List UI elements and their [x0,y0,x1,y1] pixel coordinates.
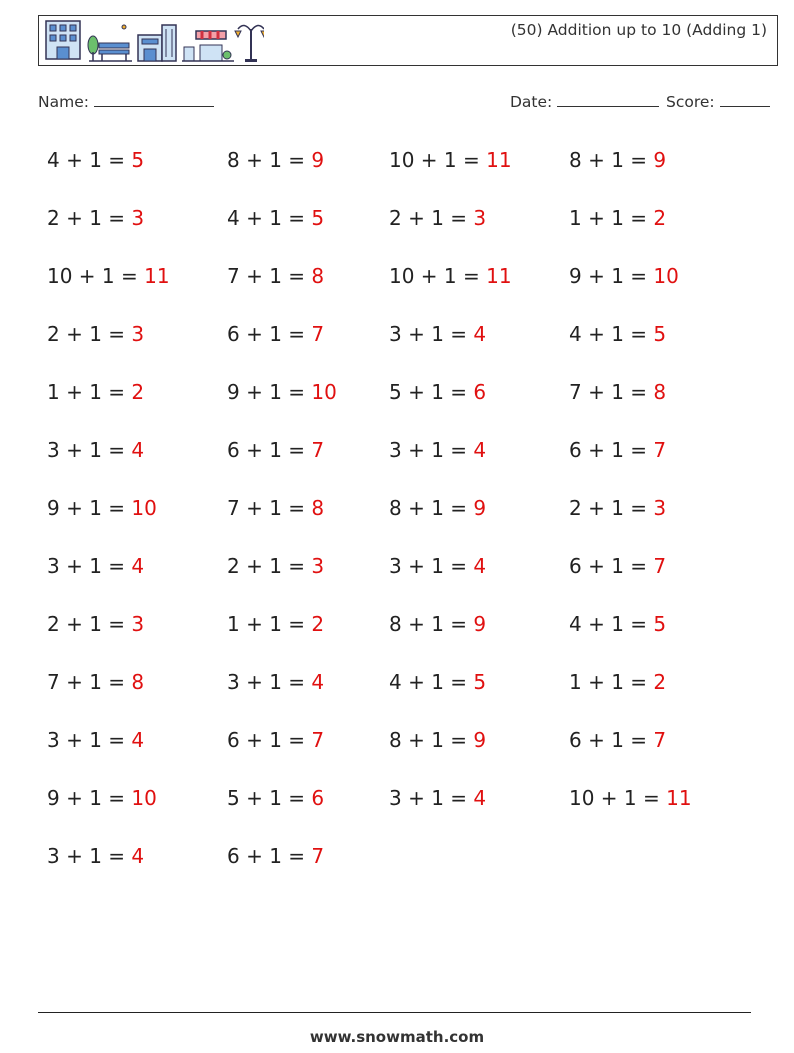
problem-question: 3 + 1 = [227,670,306,694]
problem-item [569,670,666,694]
problem-answer: 4 [473,438,487,462]
problem-question: 10 + 1 = [389,148,480,172]
problem-answer: 5 [653,322,667,346]
problem-answer: 4 [311,670,325,694]
problem-question: 7 + 1 = [569,380,648,404]
problem-question: 2 + 1 = [227,554,306,578]
problem-item [47,206,144,230]
problem-answer: 5 [311,206,325,230]
problem-answer: 7 [653,728,667,752]
problem-answer: 5 [473,670,487,694]
problem-question: 5 + 1 = [227,786,306,810]
problem-answer: 9 [473,728,487,752]
problem-answer: 2 [653,670,667,694]
problem-answer: 4 [473,786,487,810]
market-stall-icon [182,31,234,61]
problem-question: 3 + 1 = [47,554,126,578]
problem-question: 7 + 1 = [227,264,306,288]
problem-answer: 3 [653,496,667,520]
header-illustrations [44,19,264,63]
problem-answer: 7 [311,728,325,752]
problem-answer: 3 [311,554,325,578]
problem-answer: 11 [144,264,170,288]
problem-answer: 4 [131,728,145,752]
problem-question: 6 + 1 = [227,728,306,752]
problem-answer: 3 [473,206,487,230]
problem-question: 2 + 1 = [47,322,126,346]
problem-item [47,728,144,752]
problem-item [389,496,486,520]
problem-answer: 4 [131,844,145,868]
problem-answer: 5 [131,148,145,172]
problem-item [227,322,324,346]
problem-answer: 10 [131,786,157,810]
problem-answer: 11 [486,264,512,288]
problem-answer: 9 [473,496,487,520]
street-lamp-icon [235,25,264,62]
date-field [510,92,659,111]
problem-answer: 11 [666,786,692,810]
worksheet-title: (50) Addition up to 10 (Adding 1) [510,21,767,39]
problem-item [389,148,512,172]
problem-answer: 8 [131,670,145,694]
problem-item [227,844,324,868]
problem-item [227,496,324,520]
problem-answer: 11 [486,148,512,172]
problem-question: 2 + 1 = [47,612,126,636]
problem-answer: 3 [131,322,145,346]
problem-question: 3 + 1 = [389,786,468,810]
score-blank [720,92,770,107]
problem-answer: 4 [473,322,487,346]
problem-answer: 10 [131,496,157,520]
footer-divider [38,1012,751,1013]
problem-item [227,612,324,636]
problem-question: 9 + 1 = [47,496,126,520]
problem-question: 5 + 1 = [389,380,468,404]
problem-item [227,438,324,462]
problem-item [47,786,157,810]
problem-question: 3 + 1 = [47,728,126,752]
problem-item [569,264,679,288]
problem-answer: 8 [311,264,325,288]
problem-item [227,264,324,288]
problem-question: 3 + 1 = [389,554,468,578]
problem-item [389,612,486,636]
problem-item [227,380,337,404]
problem-question: 6 + 1 = [569,554,648,578]
problem-item [569,786,692,810]
problem-item [47,554,144,578]
name-blank [94,92,214,107]
park-bench-icon [88,25,132,61]
problem-question: 3 + 1 = [389,322,468,346]
worksheet-header [38,15,778,66]
problem-question: 1 + 1 = [569,206,648,230]
problem-item [227,728,324,752]
problem-item [47,380,144,404]
problem-item [47,264,170,288]
problem-question: 6 + 1 = [227,322,306,346]
problem-item [569,612,666,636]
problem-item [47,438,144,462]
problem-item [47,670,144,694]
problem-answer: 7 [653,554,667,578]
problem-item [227,670,324,694]
problem-item [389,206,486,230]
problem-item [47,496,157,520]
problem-question: 10 + 1 = [47,264,138,288]
problem-answer: 2 [131,380,145,404]
problem-answer: 6 [473,380,487,404]
problem-question: 3 + 1 = [389,438,468,462]
problem-answer: 8 [653,380,667,404]
problem-item [389,728,486,752]
problem-item [389,438,486,462]
problem-question: 9 + 1 = [227,380,306,404]
problem-item [569,728,666,752]
problem-answer: 9 [473,612,487,636]
score-label: Score: [666,93,715,111]
problem-question: 4 + 1 = [569,322,648,346]
shop-building-icon [138,25,176,61]
problem-answer: 2 [653,206,667,230]
problem-item [389,554,486,578]
problem-answer: 7 [311,322,325,346]
problem-question: 1 + 1 = [227,612,306,636]
problem-item [227,786,324,810]
problem-answer: 10 [311,380,337,404]
problem-question: 8 + 1 = [227,148,306,172]
problem-question: 4 + 1 = [569,612,648,636]
problem-item [47,322,144,346]
problem-item [569,148,666,172]
problem-answer: 9 [653,148,667,172]
problem-item [389,264,512,288]
problem-question: 3 + 1 = [47,844,126,868]
problem-answer: 5 [653,612,667,636]
problem-item [227,206,324,230]
problem-item [569,206,666,230]
problem-answer: 2 [311,612,325,636]
problem-answer: 3 [131,612,145,636]
problem-item [227,148,324,172]
name-label: Name: [38,93,89,111]
score-field [666,92,770,111]
date-blank [557,92,659,107]
problem-item [389,670,486,694]
problem-question: 10 + 1 = [389,264,480,288]
problem-answer: 7 [653,438,667,462]
problem-question: 6 + 1 = [227,438,306,462]
problem-question: 10 + 1 = [569,786,660,810]
problem-question: 4 + 1 = [389,670,468,694]
problem-question: 4 + 1 = [47,148,126,172]
problem-item [389,322,486,346]
problem-item [569,322,666,346]
problem-question: 1 + 1 = [569,670,648,694]
date-label: Date: [510,93,553,111]
problem-question: 9 + 1 = [47,786,126,810]
problem-item [389,380,486,404]
building-icon [46,21,80,59]
problem-answer: 4 [473,554,487,578]
problem-answer: 7 [311,844,325,868]
problem-question: 1 + 1 = [47,380,126,404]
problem-answer: 4 [131,438,145,462]
problem-item [47,148,144,172]
problem-answer: 9 [311,148,325,172]
problem-answer: 10 [653,264,679,288]
problem-item [47,844,144,868]
problem-question: 4 + 1 = [227,206,306,230]
problem-answer: 4 [131,554,145,578]
problem-question: 8 + 1 = [389,612,468,636]
problem-question: 8 + 1 = [569,148,648,172]
problem-item [47,612,144,636]
problem-question: 3 + 1 = [47,438,126,462]
problem-question: 8 + 1 = [389,496,468,520]
problem-question: 7 + 1 = [47,670,126,694]
problem-item [569,438,666,462]
problem-answer: 6 [311,786,325,810]
problem-item [569,554,666,578]
problem-answer: 7 [311,438,325,462]
problem-answer: 3 [131,206,145,230]
problem-question: 7 + 1 = [227,496,306,520]
problem-item [569,496,666,520]
problem-question: 8 + 1 = [389,728,468,752]
name-field [38,92,214,111]
problem-question: 6 + 1 = [569,438,648,462]
problem-question: 9 + 1 = [569,264,648,288]
problem-question: 6 + 1 = [569,728,648,752]
problem-answer: 8 [311,496,325,520]
problem-item [389,786,486,810]
problem-question: 6 + 1 = [227,844,306,868]
problem-question: 2 + 1 = [389,206,468,230]
problem-item [227,554,324,578]
footer-url: www.snowmath.com [309,1028,485,1046]
problem-item [569,380,666,404]
problem-question: 2 + 1 = [47,206,126,230]
problem-question: 2 + 1 = [569,496,648,520]
